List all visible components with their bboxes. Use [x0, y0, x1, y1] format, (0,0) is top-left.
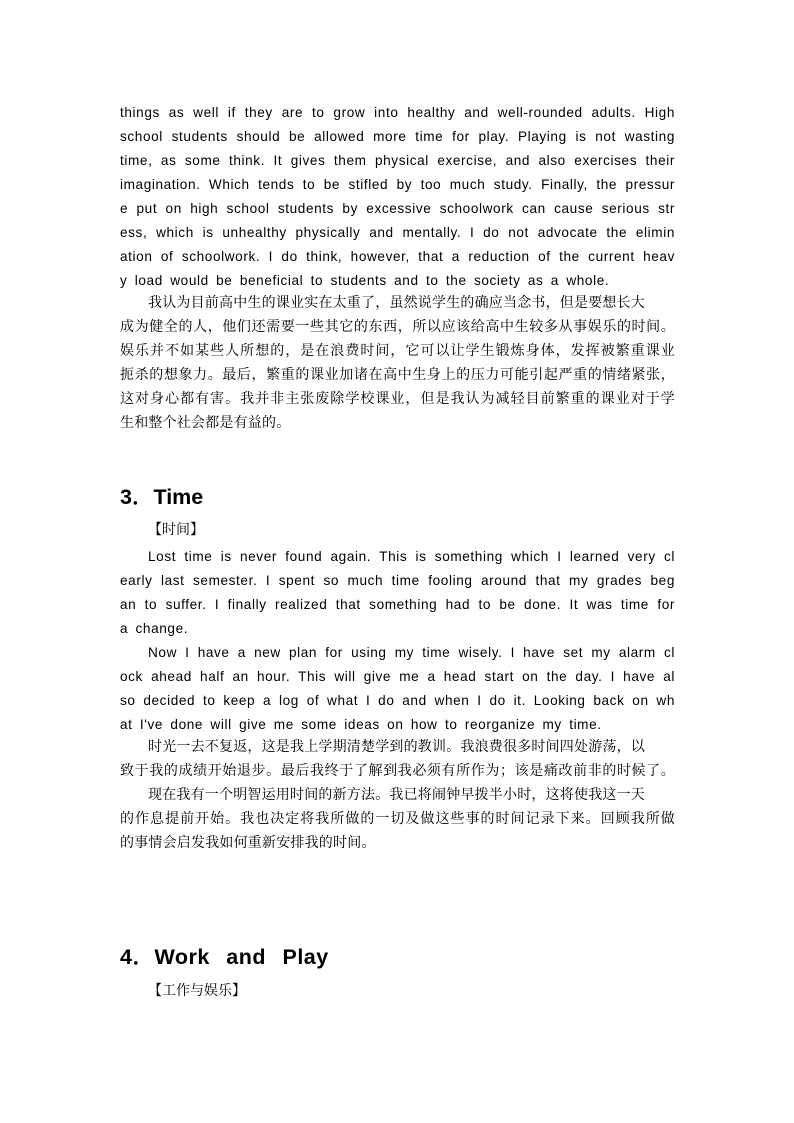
para1-line-6: ess, which is unhealthy physically and mentally. I do not advocate the elimin [120, 225, 675, 240]
para1-line-1: things as well if they are to grow into healthy and well-rounded adults. High [120, 105, 675, 120]
time-zh1-line-2: 致于我的成绩开始退步。最后我终于了解到我必须有所作为；该是痛改前非的时候了。 [120, 763, 675, 779]
para1-zh-line-2: 成为健全的人，他们还需要一些其它的东西，所以应该给高中生较多从事娱乐的时间。 [120, 319, 675, 335]
para1-line-2: school students should be allowed more time for play. Playing is not wasting [120, 129, 675, 144]
time-en2-line-1: Now I have a new plan for using my time wisely. I have set my alarm cl [148, 645, 675, 660]
time-en1-line-2: early last semester. I spent so much time fooling around that my grades beg [120, 573, 675, 588]
time-en1-line-3: an to suffer. I finally realized that something had to be done. It was time for [120, 597, 675, 612]
para1-zh-line-5: 这对身心都有害。我并非主张废除学校课业，但是我认为减轻目前繁重的课业对于学 [120, 391, 675, 407]
time-zh2-line-3: 的事情会启发我如何重新安排我的时间。 [120, 835, 376, 851]
section-3-heading: 3．Time [120, 485, 204, 509]
time-zh1-line-1: 时光一去不复返，这是我上学期清楚学到的教训。我浪费很多时间四处游荡，以 [148, 739, 645, 755]
time-zh2-line-2: 的作息提前开始。我也决定将我所做的一切及做这些事的时间记录下来。回顾我所做 [120, 811, 675, 827]
time-en1-line-1: Lost time is never found again. This is something which I learned very cl [148, 549, 675, 564]
para1-zh-line-1: 我认为目前高中生的课业实在太重了，虽然说学生的确应当念书，但是要想长大 [148, 295, 645, 311]
time-en1-line-4: a change. [120, 621, 189, 636]
section-4-heading: 4．Work and Play [120, 945, 329, 969]
para1-line-8: y load would be beneficial to students and to the society as a whole. [120, 273, 610, 288]
section-3-subtitle: 【时间】 [148, 522, 204, 538]
para1-line-5: e put on high school students by excessive schoolwork can cause serious str [120, 201, 675, 216]
time-en2-line-2: ock ahead half an hour. This will give me a head start on the day. I have al [120, 669, 675, 684]
para1-line-3: time, as some think. It gives them physical exercise, and also exercises their [120, 153, 675, 168]
para1-zh-line-6: 生和整个社会都是有益的。 [120, 415, 291, 431]
time-en2-line-3: so decided to keep a log of what I do and when I do it. Looking back on wh [120, 693, 675, 708]
para1-zh-line-4: 扼杀的想象力。最后，繁重的课业加诸在高中生身上的压力可能引起严重的情绪紧张， [120, 367, 675, 383]
para1-line-4: imagination. Which tends to be stifled by too much study. Finally, the pressur [120, 177, 675, 192]
time-zh2-line-1: 现在我有一个明智运用时间的新方法。我已将闹钟早拨半小时，这将使我这一天 [148, 787, 645, 803]
para1-line-7: ation of schoolwork. I do think, however, that a reduction of the current heav [120, 249, 675, 264]
time-en2-line-4: at I've done will give me some ideas on how to reorganize my time. [120, 717, 602, 732]
section-4-subtitle: 【工作与娱乐】 [148, 983, 246, 999]
para1-zh-line-3: 娱乐并不如某些人所想的，是在浪费时间，它可以让学生锻炼身体，发挥被繁重课业 [120, 343, 675, 359]
